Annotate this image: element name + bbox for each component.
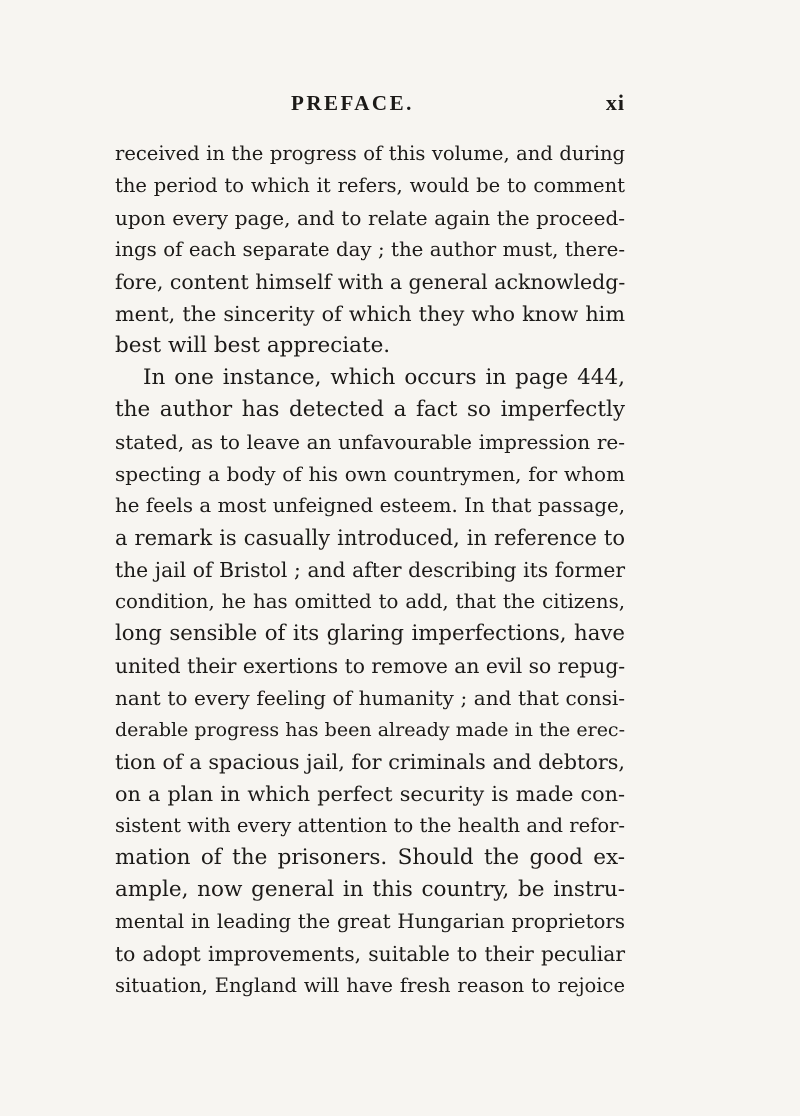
body-text: [115, 138, 625, 1002]
running-head: [115, 88, 625, 118]
text-line: the period to which it refers, would be to comment: [115, 174, 625, 197]
text-line: to adopt improvements, suitable to their peculiar: [115, 942, 625, 966]
text-line: mation of the prisoners. Should the good ex-: [115, 845, 625, 870]
text-line: mental in leading the great Hungarian proprietors: [115, 910, 625, 933]
text-line: derable progress has been already made in the erec-: [115, 719, 625, 741]
text-line: ment, the sincerity of which they who know him: [115, 302, 625, 326]
text-line: specting a body of his own countrymen, for whom: [115, 462, 625, 486]
text-line: sistent with every attention to the health and refor-: [115, 814, 625, 837]
text-line: received in the progress of this volume, and during: [115, 142, 625, 165]
text-line: he feels a most unfeigned esteem. In that passage,: [115, 494, 625, 517]
text-line: condition, he has omitted to add, that the citizens,: [115, 590, 625, 613]
text-line: best will best appreciate.: [115, 333, 391, 358]
text-line: tion of a spacious jail, for criminals and debtors,: [115, 750, 625, 774]
text-line: upon every page, and to relate again the proceed-: [115, 206, 625, 230]
running-title: PREFACE.: [291, 91, 414, 115]
text-line: nant to every feeling of humanity ; and that consi-: [115, 686, 625, 710]
text-line: stated, as to leave an unfavourable impression re-: [115, 430, 625, 454]
text-line: long sensible of its glaring imperfections, have: [115, 621, 625, 646]
text-line: on a plan in which perfect security is made con-: [115, 782, 625, 806]
text-line: ings of each separate day ; the author must, there-: [115, 238, 625, 261]
text-line: the jail of Bristol ; and after describing its former: [115, 558, 625, 582]
page-number: xi: [605, 90, 625, 115]
text-line: a remark is casually introduced, in reference to: [115, 526, 625, 550]
text-line: the author has detected a fact so imperfectly: [115, 397, 625, 422]
text-line: united their exertions to remove an evil so repug-: [115, 654, 626, 678]
text-line: In one instance, which occurs in page 444,: [143, 365, 625, 390]
text-line: ample, now general in this country, be instru-: [115, 877, 625, 902]
text-line: fore, content himself with a general acknowledg-: [115, 270, 626, 294]
text-line: situation, England will have fresh reason to rejoice: [115, 974, 625, 997]
